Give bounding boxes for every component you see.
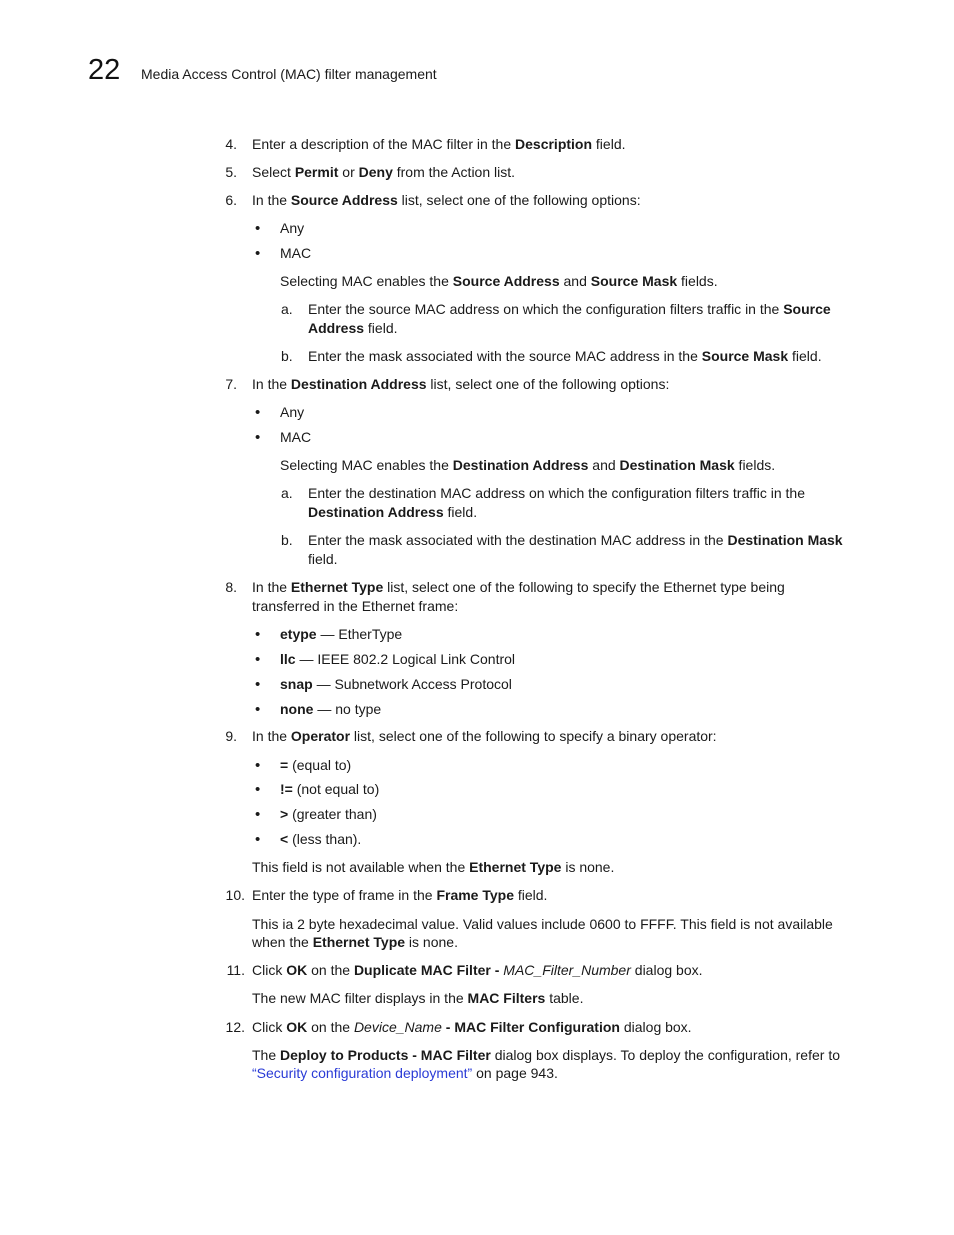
option-any: Any <box>280 220 305 236</box>
list-item: != (not equal to) <box>280 781 380 797</box>
bullet <box>255 805 265 824</box>
substep-letter: b. <box>281 348 293 364</box>
option-mac: MAC <box>280 245 312 261</box>
step-number: 6. <box>225 192 237 208</box>
substep-letter: a. <box>281 485 293 501</box>
substep-letter: a. <box>281 301 293 317</box>
cross-reference-link[interactable]: “Security configuration deployment” <box>252 1065 473 1081</box>
step-6-text: In the Source Address list, select one of the following options: <box>252 192 641 208</box>
step-number: 8. <box>225 579 237 595</box>
step-12-para-line2: “Security configuration deployment” on page 943. <box>252 1065 558 1081</box>
step-number: 5. <box>225 164 237 180</box>
list-item: > (greater than) <box>280 806 377 822</box>
step-7b-line1: Enter the mask associated with the destination MAC address in the Destination Mask <box>308 532 843 548</box>
bullet <box>255 403 265 422</box>
step-10-para-line2: when the Ethernet Type is none. <box>252 934 458 950</box>
chapter-number: 22 <box>88 54 121 86</box>
bullet <box>255 700 265 719</box>
substep-letter: b. <box>281 532 293 548</box>
list-item: llc — IEEE 802.2 Logical Link Control <box>280 651 516 667</box>
list-item: none — no type <box>280 701 382 717</box>
bullet <box>255 780 265 799</box>
step-6a-line2: Address field. <box>308 320 398 336</box>
list-item: < (less than). <box>280 831 362 847</box>
step-7b-line2: field. <box>308 551 338 567</box>
step-6a-line1: Enter the source MAC address on which the configuration filters traffic in the Source <box>308 301 831 317</box>
step-number: 9. <box>225 728 237 744</box>
step-11-para: The new MAC filter displays in the MAC Filters table. <box>252 990 584 1006</box>
step-6-mac-note: Selecting MAC enables the Source Address and Source Mask fields. <box>280 273 718 289</box>
step-8-line2: transferred in the Ethernet frame: <box>252 598 459 614</box>
step-9-text: In the Operator list, select one of the following to specify a binary operator: <box>252 728 717 744</box>
step-10-para-line1: This ia 2 byte hexadecimal value. Valid values include 0600 to FFFF. This field is not available <box>252 916 833 932</box>
bullet <box>255 625 265 644</box>
bullet <box>255 219 265 238</box>
bullet <box>255 830 265 849</box>
step-7-text: In the Destination Address list, select one of the following options: <box>252 376 670 392</box>
step-10-text: Enter the type of frame in the Frame Type field. <box>252 887 548 903</box>
step-12-para-line1: The Deploy to Products - MAC Filter dialog box displays. To deploy the configuration, refer to <box>252 1047 840 1063</box>
bullet <box>255 756 265 775</box>
step-5-text: Select Permit or Deny from the Action list. <box>252 164 516 180</box>
option-any: Any <box>280 404 305 420</box>
step-4-text: Enter a description of the MAC filter in the Description field. <box>252 136 626 152</box>
step-9-note: This field is not available when the Ethernet Type is none. <box>252 859 615 875</box>
list-item: snap — Subnetwork Access Protocol <box>280 676 512 692</box>
step-7a-line1: Enter the destination MAC address on which the configuration filters traffic in the <box>308 485 806 501</box>
option-mac: MAC <box>280 429 312 445</box>
step-number: 10. <box>225 887 245 903</box>
step-11-text: Click OK on the Duplicate MAC Filter - MAC_Filter_Number dialog box. <box>252 962 703 978</box>
step-6b-text: Enter the mask associated with the source MAC address in the Source Mask field. <box>308 348 822 364</box>
step-number: 11. <box>226 962 245 978</box>
bullet <box>255 428 265 447</box>
list-item: = (equal to) <box>280 757 352 773</box>
bullet <box>255 244 265 263</box>
bullet <box>255 650 265 669</box>
bullet <box>255 675 265 694</box>
chapter-title: Media Access Control (MAC) filter management <box>141 66 437 82</box>
step-number: 12. <box>225 1019 245 1035</box>
step-12-text: Click OK on the Device_Name - MAC Filter Configuration dialog box. <box>252 1019 692 1035</box>
step-number: 4. <box>225 136 237 152</box>
list-item: etype — EtherType <box>280 626 403 642</box>
step-8-line1: In the Ethernet Type list, select one of the following to specify the Ethernet type being <box>252 579 785 595</box>
step-number: 7. <box>225 376 237 392</box>
step-7-mac-note: Selecting MAC enables the Destination Address and Destination Mask fields. <box>280 457 776 473</box>
step-7a-line2: Destination Address field. <box>308 504 478 520</box>
